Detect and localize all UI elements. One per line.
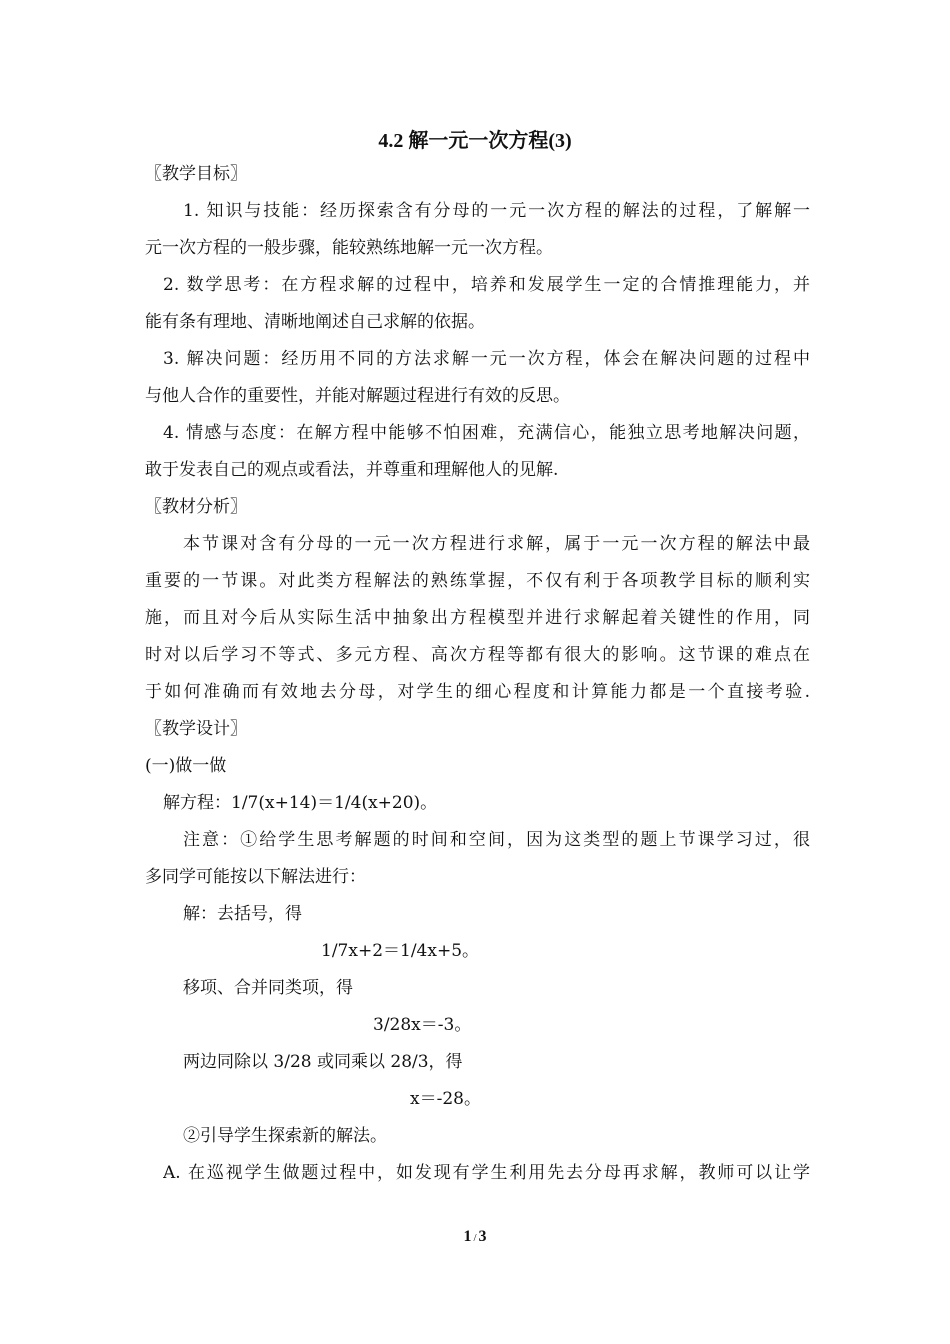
paragraph-line: 敢于发表自己的观点或看法，并尊重和理解他人的见解. (145, 460, 559, 480)
equation-line: 1/7x+2＝1/4x+5。 (321, 941, 480, 961)
paragraph-line: 1. 知识与技能：经历探索含有分母的一元一次方程的解法的过程，了解解一 (183, 201, 810, 221)
section-heading-objectives: 〖教学目标〗 (145, 164, 247, 184)
paragraph-line: 施，而且对今后从实际生活中抽象出方程模型并进行求解起着关键性的作用，同 (145, 608, 810, 628)
paragraph-line: 元一次方程的一般步骤，能较熟练地解一元一次方程。 (145, 238, 553, 258)
equation-problem: 解方程：1/7(x+14)＝1/4(x+20)。 (163, 793, 438, 813)
paragraph-line: 2. 数学思考：在方程求解的过程中，培养和发展学生一定的合情推理能力，并 (163, 275, 810, 295)
subsection-heading: (一)做一做 (145, 756, 227, 776)
paragraph-line: A. 在巡视学生做题过程中，如发现有学生利用先去分母再求解，教师可以让学 (163, 1163, 810, 1183)
solution-step: 移项、合并同类项，得 (183, 978, 353, 998)
section-heading-design: 〖教学设计〗 (145, 719, 247, 739)
solution-step: 解：去括号，得 (183, 904, 302, 924)
paragraph-line: 于如何准确而有效地去分母，对学生的细心程度和计算能力都是一个直接考验. (145, 682, 810, 702)
paragraph-line: 4. 情感与态度：在解方程中能够不怕困难，充满信心，能独立思考地解决问题， (163, 423, 810, 443)
section-heading-analysis: 〖教材分析〗 (145, 497, 247, 517)
equation-line: x＝-28。 (410, 1089, 481, 1109)
page-number (0, 1228, 950, 1246)
current-page-number: 1 (463, 1228, 472, 1245)
paragraph-line: ②引导学生探索新的解法。 (183, 1126, 387, 1146)
equation-line: 3/28x＝-3。 (373, 1015, 472, 1035)
page-title: 4.2 解一元一次方程(3) (378, 130, 572, 152)
paragraph-line: 3. 解决问题：经历用不同的方法求解一元一次方程，体会在解决问题的过程中 (163, 349, 810, 369)
paragraph-line: 时对以后学习不等式、多元方程、高次方程等都有很大的影响。这节课的难点在 (145, 645, 810, 665)
total-pages-number: 3 (478, 1228, 487, 1245)
paragraph-line: 重要的一节课。对此类方程解法的熟练掌握，不仅有利于各项教学目标的顺利实 (145, 571, 810, 591)
paragraph-line: 能有条有理地、清晰地阐述自己求解的依据。 (145, 312, 485, 332)
solution-step: 两边同除以 3/28 或同乘以 28/3，得 (183, 1052, 463, 1072)
paragraph-line: 与他人合作的重要性，并能对解题过程进行有效的反思。 (145, 386, 570, 406)
paragraph-line: 多同学可能按以下解法进行： (145, 867, 366, 887)
page-separator: / (473, 1232, 477, 1244)
paragraph-line: 注意：①给学生思考解题的时间和空间，因为这类型的题上节课学习过，很 (183, 830, 810, 850)
paragraph-line: 本节课对含有分母的一元一次方程进行求解，属于一元一次方程的解法中最 (183, 534, 810, 554)
